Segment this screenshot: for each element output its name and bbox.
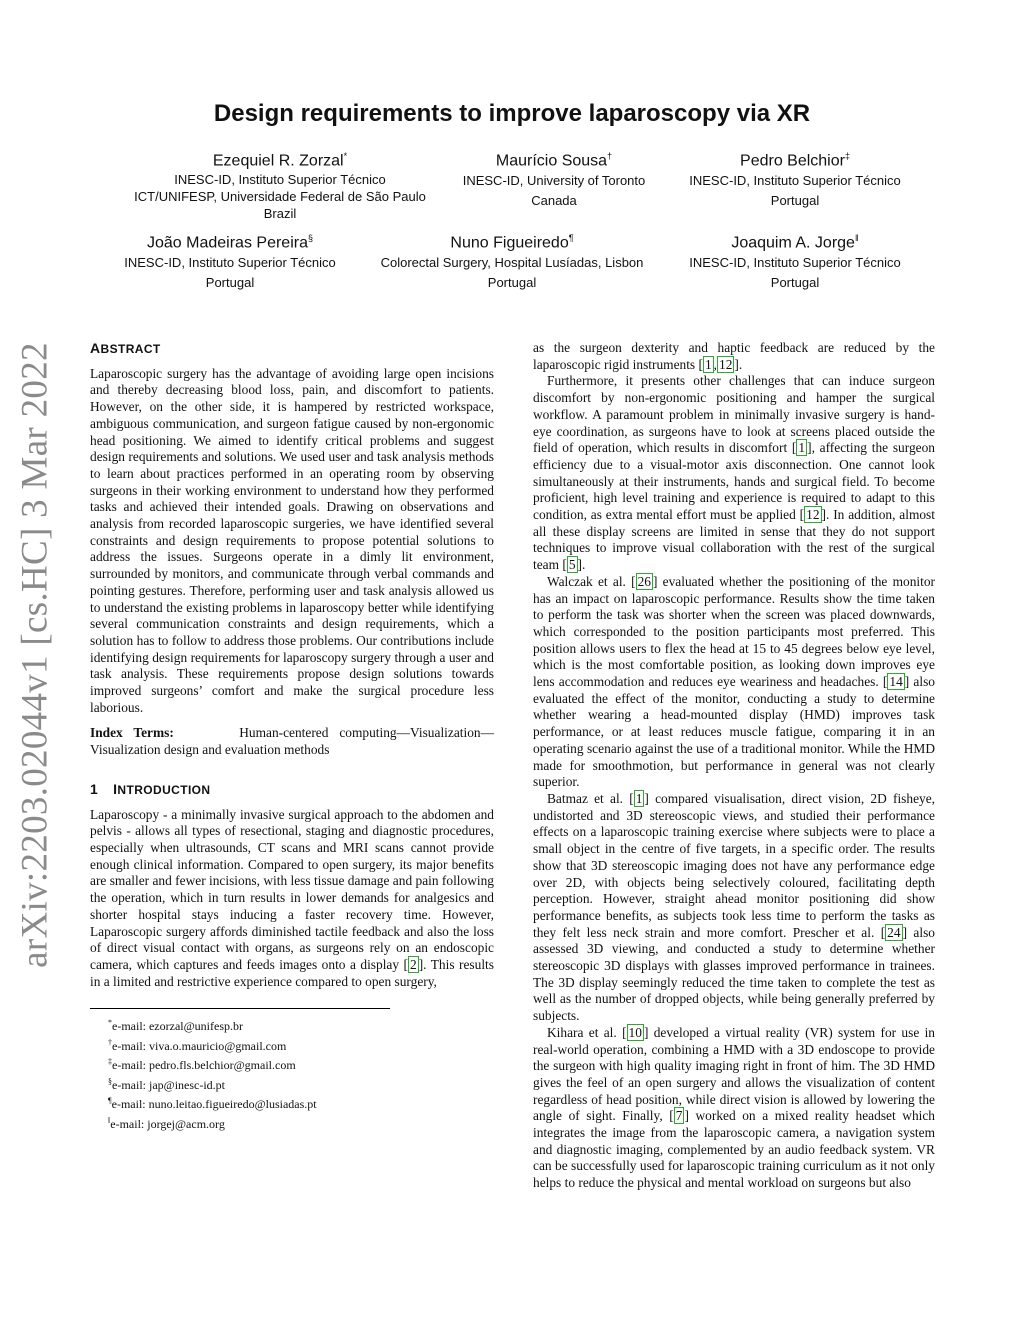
author-block-3 [655,146,935,211]
author-block-4 [100,228,360,293]
author-name: Joaquim A. Jorge‖ [731,233,859,252]
right-column [533,340,935,1192]
abstract-heading: ABSTRACT [90,340,161,356]
citation-link[interactable]: 10 [628,1024,642,1040]
citation-link[interactable]: 24 [887,924,901,940]
author-affiliation: INESC-ID, University of Toronto [462,173,646,189]
footnote: †e-mail: viva.o.mauricio@gmail.com [108,1037,287,1053]
author-name: João Madeiras Pereira§ [147,233,313,252]
author-affiliation: INESC-ID, Instituto Superior Técnico [124,255,336,271]
arxiv-stamp [8,342,62,968]
footnote: ‖e-mail: jorgej@acm.org [108,1115,225,1131]
footnote-rule [90,1008,390,1009]
arxiv-id: arXiv:2203.02044v1 [cs.HC] 3 Mar 2022 [14,342,56,968]
footnote: ‡e-mail: pedro.fls.belchior@gmail.com [108,1057,296,1073]
footnote: §e-mail: jap@inesc-id.pt [108,1076,226,1092]
citation-link[interactable]: 14 [889,674,903,690]
body-paragraph: Walczak et al. [ 26 ] evaluated whether the positioning of the monitor has an impact on laparoscopic performance. Results show the time taken to perform the task was shorter when the screen was placed downwards, which corresponded to the position participants most preferred. This position allows users to flex the head at 15 to 45 degrees below eye level, which is the most comfortable position, as looking down improves eye lens accommodation and reduces eye weariness and headaches. [ 14 ] also evaluated the effect of the monitor, conducting a study to determine whether wearing a head-mounted display (HMD) improves task performance, or at least reduces muscle fatigue, comparing it in an operating scenario against the use of a traditional monitor. While the HMD made for smoothmotion, but performance in general was not clearly superior. [533,573,935,790]
body-paragraph: Batmaz et al. [ 1 ] compared visualisation, direct vision, 2D fisheye, undistorted and 3D stereoscopic views, and studied their performance effects on a laparoscopic training exercise where subjects were to place a small object in the centre of five targets, in a specific order. The results show that 3D stereoscopic imaging does not have any performance edge over 2D, with objects being selectively coloured, facilitating depth perception. However, straight ahead monitor positioning did show performance benefits, as subjects took less time to perform the tasks as they felt less neck strain and more comfort. Prescher et al. [ 24 ] also assessed 3D viewing, and conducted a study to determine whether stereoscopic 3D displays with glasses improved performance in trainees. The 3D display seemingly reduced the time taken to complete the test as well as the number of dropped objects, while being generally preferred by subjects. [533,790,935,1024]
intro-paragraph: Laparoscopy - a minimally invasive surgical approach to the abdomen and pelvis - allows all types of resectional, staging and diagnostic procedures, especially when ultrasounds, CT scans and MRI scans cannot provide enough clinical information. Compared to open surgery, its major benefits are smaller and fewer incisions, with less tissue damage and pain following the operation, which in turn results in lower demands for analgesics and shorter hospital stays inducing a faster recovery time. However, Laparoscopic surgery affords diminished tactile feedback and also the loss of direct visual contact with organs, as surgeons rely on an endoscopic camera, which captures and feeds images onto a display [ 2 ]. This results in a limited and restrictive experience compared to open surgery, [90,806,494,989]
abstract-text: Laparoscopic surgery has the advantage of avoiding large open incisions and thereby decreasing blood loss, pain, and discomfort to patients. However, on the other side, it is hampered by restricted workspace, ambiguous communication, and surgeon fatigue caused by non-ergonomic head positioning. We aimed to identify critical problems and suggest design requirements and solutions. We used user and task analysis methods to learn about practices performed in an operating room by observing surgeons in their working environment to understand how they performed tasks and achieved their intended goals. Drawing on observations and analysis from recorded laparoscopic surgeries, we have identified several constraints and design requirements to propose potential solutions to address the issues. Surgeons operate in a dimly lit environment, surrounded by monitors, and communicate through verbal commands and pointing gestures. Therefore, performing user and task analysis allowed us to understand the existing problems in laparoscopy better while identifying several communication constraints and design requirements, which a solution has to follow to address those problems. Our contributions include identifying design requirements for laparoscopy surgery through a user and task analysis. These requirements propose design solutions towards improved surgeons’ comfort and make the surgical procedure less laborious. [90,365,494,715]
author-affiliation: ICT/UNIFESP, Universidade Federal de São Paulo [134,189,426,205]
citation-link[interactable]: 1 [704,356,712,372]
body-paragraph: Kihara et al. [ 10 ] developed a virtual reality (VR) system for use in real-world operation, combining a HMD with a 3D endoscope to provide the surgeon with high quality imaging right in front of him. The 3D HMD gives the feel of an open surgery and allows the visualization of content regardless of head position, while direct vision is allowed by lowering the angle of sight. Finally, [ 7 ] worked on a mixed reality headset which integrates the image from the laparoscopic camera, a navigation system and diagnostic imaging, complemented by an audio feedback system. VR can be successfully used for laparoscopic training curriculum as it not only helps to reduce the physical and mental workload on surgeons but also [533,1024,936,1191]
author-name: Ezequiel R. Zorzal* [212,151,348,170]
footnote: ¶e-mail: nuno.leitao.figueiredo@lusiadas.pt [108,1096,317,1112]
author-affiliation: Portugal [205,275,255,291]
paper-title: Design requirements to improve laparoscopy via XR [213,100,811,127]
author-name: Nuno Figueiredo¶ [450,233,574,252]
citation-link[interactable]: 5 [568,557,576,573]
author-block-5 [362,228,662,293]
citation-link[interactable]: 2 [410,956,417,972]
author-affiliation: INESC-ID, Instituto Superior Técnico [689,255,901,271]
author-affiliation: INESC-ID, Instituto Superior Técnico [689,173,901,189]
body-paragraph: Furthermore, it presents other challenges that can induce surgeon discomfort by non-ergonomic positioning and hamper the surgical workflow. A paramount problem in minimally invasive surgery is hand-eye coordination, as surgeons have to look at screens placed outside the field of operation, which results in discomfort [ 1 ], affecting the surgeon efficiency due to a visual-motor axis disconnection. One cannot look simultaneously at their instruments, hands and surgical field. To become proficient, high level training and experience is required to adapt to this condition, as extra mental effort must be applied [ 12 ]. In addition, almost all these display screens are limited in sense that they do not support techniques to improve visual collaboration with the rest of the surgical team [ 5 ]. [533,373,935,573]
citation-link[interactable]: 7 [675,1108,683,1124]
left-column [90,340,494,1132]
citation-link[interactable]: 12 [719,356,733,372]
citation-link[interactable]: 12 [806,507,820,523]
author-affiliation: Portugal [487,275,537,291]
author-affiliation: Portugal [770,275,820,291]
author-affiliation: Colorectal Surgery, Hospital Lusíadas, Lisbon [380,255,644,271]
citation-link[interactable]: 1 [635,790,643,806]
index-terms-label: Index Terms: [90,725,174,741]
citation-link[interactable]: 26 [637,573,651,589]
author-affiliation: Brazil [263,206,297,222]
introduction-heading: 1 INTRODUCTION [90,780,211,797]
body-paragraph: as the surgeon dexterity and haptic feedback are reduced by the laparoscopic rigid instruments [ 1 , 12 ]. [533,340,935,372]
author-block-6 [655,228,935,293]
footnote: *e-mail: ezorzal@unifesp.br [108,1018,243,1034]
author-affiliation: INESC-ID, Instituto Superior Técnico [174,172,386,188]
author-affiliation: Portugal [770,193,820,209]
author-name: Maurício Sousa† [495,151,613,170]
citation-link[interactable]: 1 [798,440,806,456]
index-terms-text: Human-centered computing—Visualization—Visualization design and evaluation methods [90,725,494,758]
author-affiliation: Canada [531,193,577,209]
index-terms [90,725,494,758]
author-name: Pedro Belchior‡ [740,151,850,170]
